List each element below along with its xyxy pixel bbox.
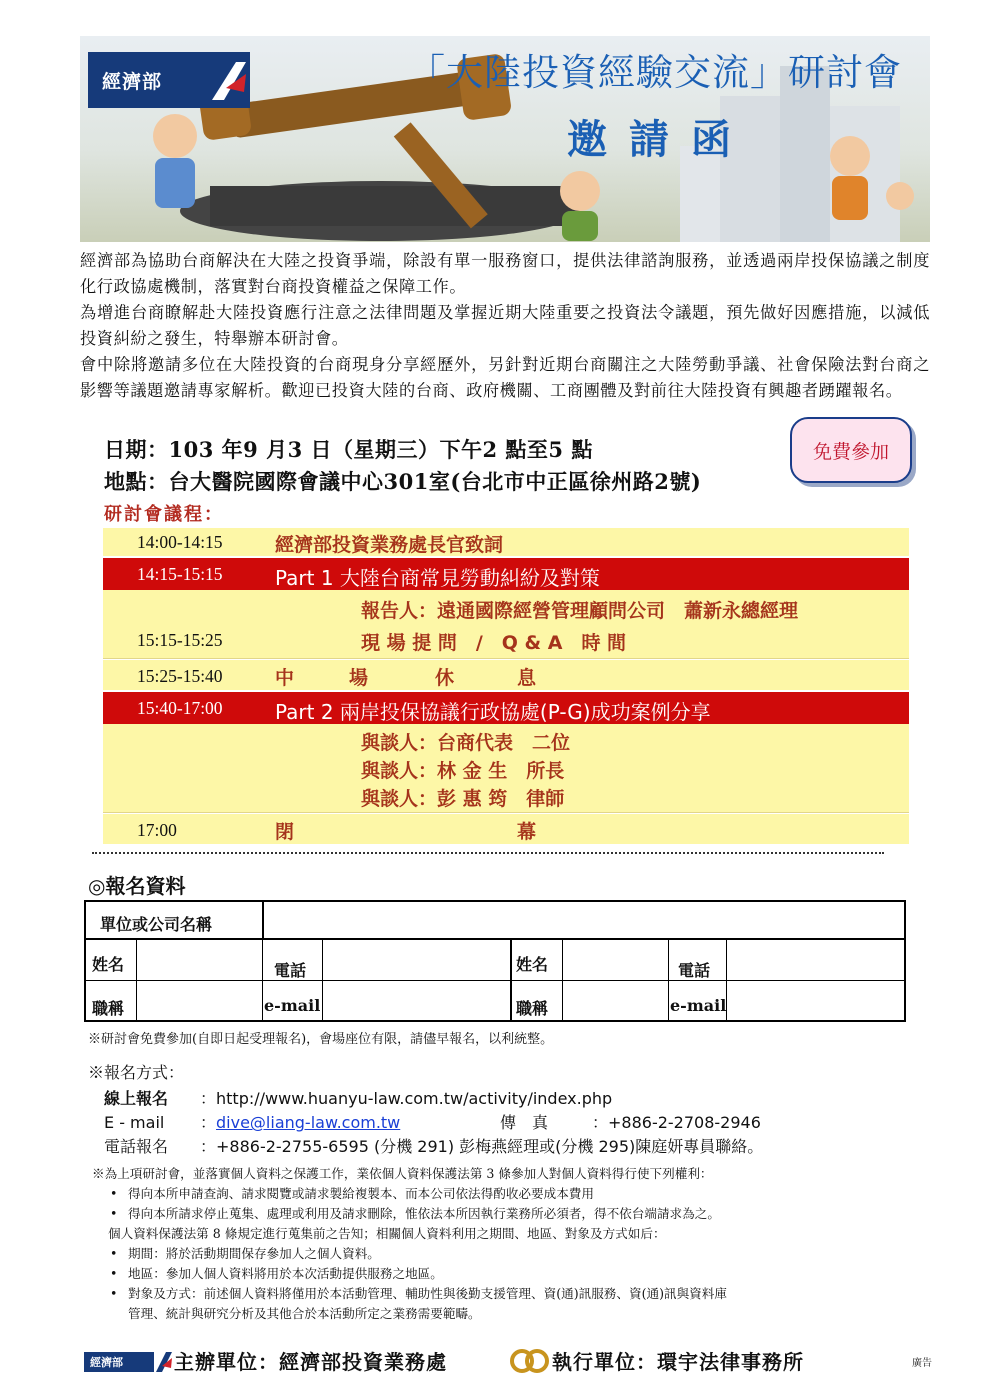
registration-title: ◎報名資料 [88, 874, 186, 898]
jobtitle-input-1[interactable] [138, 982, 260, 1020]
email-colon: ： [200, 1113, 217, 1132]
intro-paragraph-2: 為增進台商瞭解赴大陸投資應行注意之法律問題及掌握近期大陸重要之投資法令議題，預先做好因應措施，以減低投資糾紛之發生，特舉辦本研討會。 [80, 303, 930, 348]
email-input-2[interactable] [728, 982, 902, 1020]
footer-organizer: 主辦單位：經濟部投資業務處 [174, 1350, 447, 1374]
event-date: 日期：103 年9 月3 日（星期三）下午2 點至5 點 [104, 437, 593, 462]
agenda-item: 息 [517, 667, 537, 689]
header-banner [80, 36, 930, 242]
privacy-notice: 個人資料保護法第 8 條規定進行蒐集前之告知；相關個人資料利用之期間、地區、對象及方式如后： [108, 1226, 666, 1241]
agenda-item: 幕 [517, 821, 537, 843]
privacy-bullet: • 對象及方式：前述個人資料將僅用於本活動管理、輔助性與後勤支援管理、資(通)訊服務、資(通)訊與資料庫 [110, 1284, 727, 1304]
footer-ministry-badge: 經濟部 [84, 1352, 154, 1372]
email-label-1: e-mail [264, 996, 321, 1015]
company-label: 單位或公司名稱 [100, 915, 213, 934]
phone-input-2[interactable] [728, 940, 902, 978]
footer-executor: 執行單位：環宇法律事務所 [552, 1350, 804, 1374]
method-online [104, 1086, 612, 1109]
email-input-1[interactable] [324, 982, 508, 1020]
agenda-label: 研討會議程： [104, 504, 224, 525]
company-input[interactable] [266, 904, 900, 936]
agenda-time: 14:15-15:15 [137, 564, 223, 584]
agenda-item: 場 [349, 667, 369, 689]
agenda-speaker: 與談人：台商代表 二位 [361, 732, 571, 754]
agenda-item: Part 2 兩岸投保協議行政協處(P-G)成功案例分享 [275, 700, 711, 724]
privacy-bullet: • 得向本所申請查詢、請求閱覽或請求製給複製本、而本公司依法得酌收必要成本費用 [110, 1184, 594, 1204]
phone-method-label: 電話報名 [104, 1137, 169, 1156]
page-subtitle: 邀請函 [567, 117, 753, 163]
method-phone [104, 1134, 763, 1157]
phone-label-2: 電話 [678, 961, 711, 980]
phone-method-value: ：+886-2-2755-6595 (分機 291) 彭梅燕經理或(分機 295)陳庭妍專員聯絡。 [200, 1137, 764, 1156]
jobtitle-label-1: 職稱 [92, 999, 125, 1018]
ministry-logo-icon [154, 1350, 174, 1374]
email-label-2: e-mail [670, 996, 727, 1015]
intro-paragraph-3: 會中除將邀請多位在大陸投資的台商現身分享經歷外，另針對近期台商關注之大陸勞動爭議、社會保險法對台商之影響等議題邀請專家解析。歡迎已投資大陸的台商、政府機關、工商團體及對前往大陸投資有興趣者踴躍報名。 [80, 355, 930, 400]
name-input-2[interactable] [564, 940, 666, 978]
agenda-row-part1 [103, 558, 909, 590]
ministry-badge: 經濟部 [88, 52, 206, 108]
method-heading: ※報名方式： [88, 1063, 185, 1082]
privacy-bullet: • 得向本所請求停止蒐集、處理或利用及請求刪除，惟依法本所因執行業務所必須者，得不依台端請求為之。 [110, 1204, 720, 1224]
jobtitle-label-2: 職稱 [516, 999, 549, 1018]
agenda-item: 閉 [275, 821, 295, 843]
privacy-continuation: 管理、統計與研究分析及其他合於本活動所定之業務需要範疇。 [128, 1306, 481, 1321]
rings-logo-icon [508, 1348, 552, 1374]
registration-note: ※研討會免費參加(自即日起受理報名)，會場座位有限，請儘早報名，以利統整。 [88, 1032, 554, 1047]
online-url[interactable]: ：http://www.huanyu-law.com.tw/activity/index.php [200, 1089, 613, 1108]
agenda-speaker: 報告人：遠通國際經營管理顧問公司 蕭新永總經理 [361, 600, 799, 622]
fax-label: 傳 真 [500, 1113, 549, 1132]
name-label-2: 姓名 [516, 955, 549, 974]
agenda-time: 15:25-15:40 [137, 666, 223, 686]
phone-label-1: 電話 [274, 961, 307, 980]
intro-paragraph-1: 經濟部為協助台商解決在大陸之投資爭端，除設有單一服務窗口，提供法律諮詢服務，並透過兩岸投保協議之制度化行政協處機制，落實對台商投資權益之保障工作。 [80, 251, 930, 296]
agenda-time: 15:15-15:25 [137, 630, 223, 650]
agenda-row [103, 724, 909, 812]
agenda-time: 17:00 [137, 820, 177, 840]
ministry-logo-icon [206, 52, 250, 108]
privacy-bullet: • 期間：將於活動期間保存參加人之個人資料。 [110, 1244, 380, 1264]
method-email [104, 1110, 400, 1133]
email-label: E - mail [104, 1113, 165, 1132]
ad-label: 廣告 [912, 1358, 932, 1369]
agenda-row-part2 [103, 692, 909, 724]
privacy-bullet: • 地區：參加人個人資料將用於本次活動提供服務之地區。 [110, 1264, 443, 1284]
method-fax [500, 1110, 761, 1133]
dotted-divider [92, 852, 884, 854]
fax-value: ：+886-2-2708-2946 [592, 1113, 761, 1132]
agenda-row [103, 660, 909, 690]
phone-input-1[interactable] [324, 940, 508, 978]
privacy-intro: ※為上項研討會，並落實個人資料之保護工作，業依個人資料保護法第 3 條參加人對個人資料得行使下列權利： [92, 1166, 713, 1181]
agenda-time: 15:40-17:00 [137, 698, 223, 718]
free-badge: 免費參加 [790, 417, 912, 483]
agenda-row [103, 814, 909, 844]
page-title: 「大陸投資經驗交流」研討會 [408, 51, 902, 94]
agenda-row [103, 590, 909, 658]
agenda-item: Part 1 大陸台商常見勞動糾紛及對策 [275, 566, 600, 590]
event-venue: 地點：台大醫院國際會議中心301室(台北市中正區徐州路2號) [104, 469, 702, 494]
email-link[interactable]: dive@liang-law.com.tw [216, 1113, 401, 1132]
agenda-row [103, 528, 909, 556]
name-input-1[interactable] [138, 940, 260, 978]
registration-form [84, 900, 906, 1022]
agenda-speaker: 與談人：彭 惠 筠 律師 [361, 788, 565, 810]
agenda-item: 休 [435, 667, 455, 689]
agenda-time: 14:00-14:15 [137, 532, 223, 552]
agenda-item: 中 [275, 667, 295, 689]
agenda-item: 經濟部投資業務處長官致詞 [275, 534, 504, 556]
agenda-speaker: 與談人：林 金 生 所長 [361, 760, 565, 782]
online-label: 線上報名 [104, 1089, 169, 1108]
name-label-1: 姓名 [92, 955, 125, 974]
agenda-item: 現 場 提 問 / Q & A 時 間 [361, 632, 627, 654]
jobtitle-input-2[interactable] [564, 982, 666, 1020]
